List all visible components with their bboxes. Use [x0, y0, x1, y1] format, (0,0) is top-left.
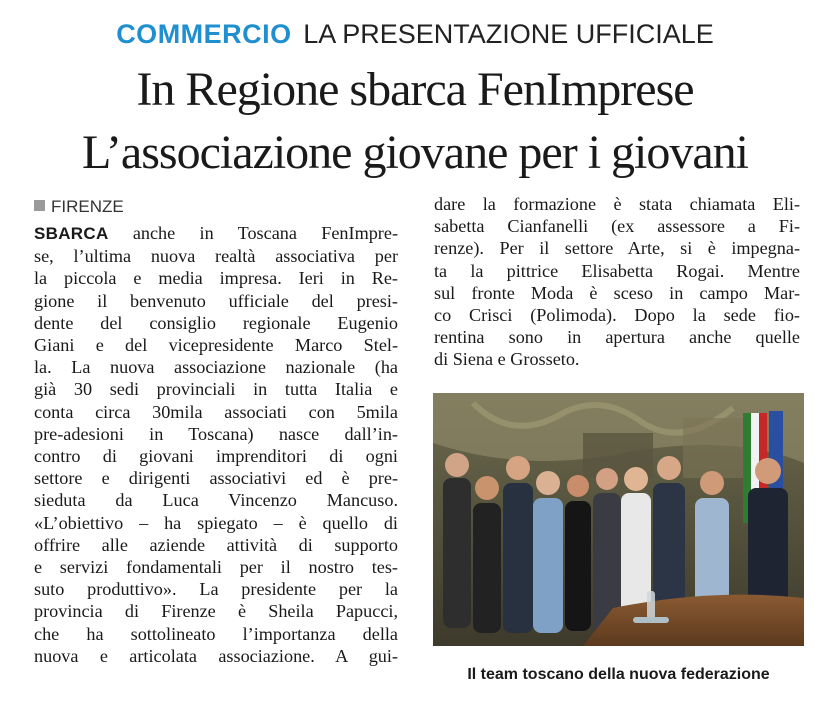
- col1-text-line: suto produttivo». La presidente per la: [34, 579, 398, 600]
- col2-text-line: sul fronte Moda è sceso in campo Mar-: [434, 282, 800, 303]
- col1-text-line: conta circa 30mila associati con 5mila: [34, 401, 398, 422]
- col2-text-line: sabetta Cianfanelli (ex assessore a Fi-: [434, 216, 800, 237]
- col1-text-line: nuova e articolata associazione. A gui-: [34, 645, 398, 666]
- team-photo: [433, 393, 804, 646]
- col1-text-line: settore e dirigenti associativi ed è pre-: [34, 468, 398, 489]
- col1-text-line: la piccola e media impresa. Ieri in Re-: [34, 268, 398, 289]
- article-column-2: [434, 193, 800, 371]
- col1-text-line: «L’obiettivo – ha spiegato – è quello di: [34, 512, 398, 533]
- col1-text-line: che ha sottolineato l’importanza della: [34, 623, 398, 644]
- dateline-square-icon: [34, 200, 45, 211]
- col2-text-line: co Crisci (Polimoda). Dopo la sede fio-: [434, 305, 800, 326]
- col2-text-line: ta la pittrice Elisabetta Rogai. Mentre: [434, 260, 800, 281]
- headline-line-1: In Regione sbarca FenImprese: [136, 63, 694, 116]
- col1-text-line: dente del consiglio regionale Eugenio: [34, 312, 398, 333]
- section-label: COMMERCIO: [116, 19, 292, 49]
- kicker: [0, 16, 830, 52]
- col1-text-line: e servizi fondamentali per il nostro tes-: [34, 557, 398, 578]
- photo-caption: Il team toscano della nuova federazione: [467, 666, 770, 683]
- first-line-text: anche in Toscana FenImpre-: [108, 223, 398, 243]
- col2-text-line: dare la formazione è stata chiamata Eli-: [434, 194, 800, 214]
- col2-text-line: di Siena e Grosseto.: [434, 349, 580, 370]
- col1-text-line: Giani e del vicepresidente Marco Stel-: [34, 335, 398, 356]
- col1-text-line: la. La nuova associazione nazionale (ha: [34, 357, 398, 378]
- col1-text-line: offrire alle aziende attività di supporto: [34, 534, 398, 555]
- headline-line-2: L’associazione giovane per i giovani: [82, 126, 748, 179]
- col1-text-line: gione il benvenuto ufficiale del presi-: [34, 290, 398, 311]
- col2-text-line: rentina sono in apertura anche quelle: [434, 327, 800, 348]
- article-column-1: [34, 222, 398, 667]
- topic-label: LA PRESENTAZIONE UFFICIALE: [303, 19, 714, 49]
- col2-text-line: renze). Per il settore Arte, si è impegna-: [434, 238, 800, 259]
- col1-text-line: contro di giovani imprenditori di ogni: [34, 446, 398, 467]
- dateline-city: FIRENZE: [51, 197, 124, 216]
- col1-text-line: sieduta da Luca Vincenzo Mancuso.: [34, 490, 398, 511]
- article-first-line: [34, 222, 398, 245]
- lead-word: SBARCA: [34, 224, 109, 243]
- col1-text-line: già 30 sedi provinciali in tutta Italia e: [34, 379, 398, 400]
- col1-text-line: se, l’ultima nuova realtà associativa per: [34, 246, 398, 267]
- col1-text-line: provincia di Firenze è Sheila Papucci,: [34, 601, 398, 622]
- dateline: [34, 196, 124, 218]
- col1-text-line: pre-adesioni in Toscana) nasce dall’in-: [34, 423, 398, 444]
